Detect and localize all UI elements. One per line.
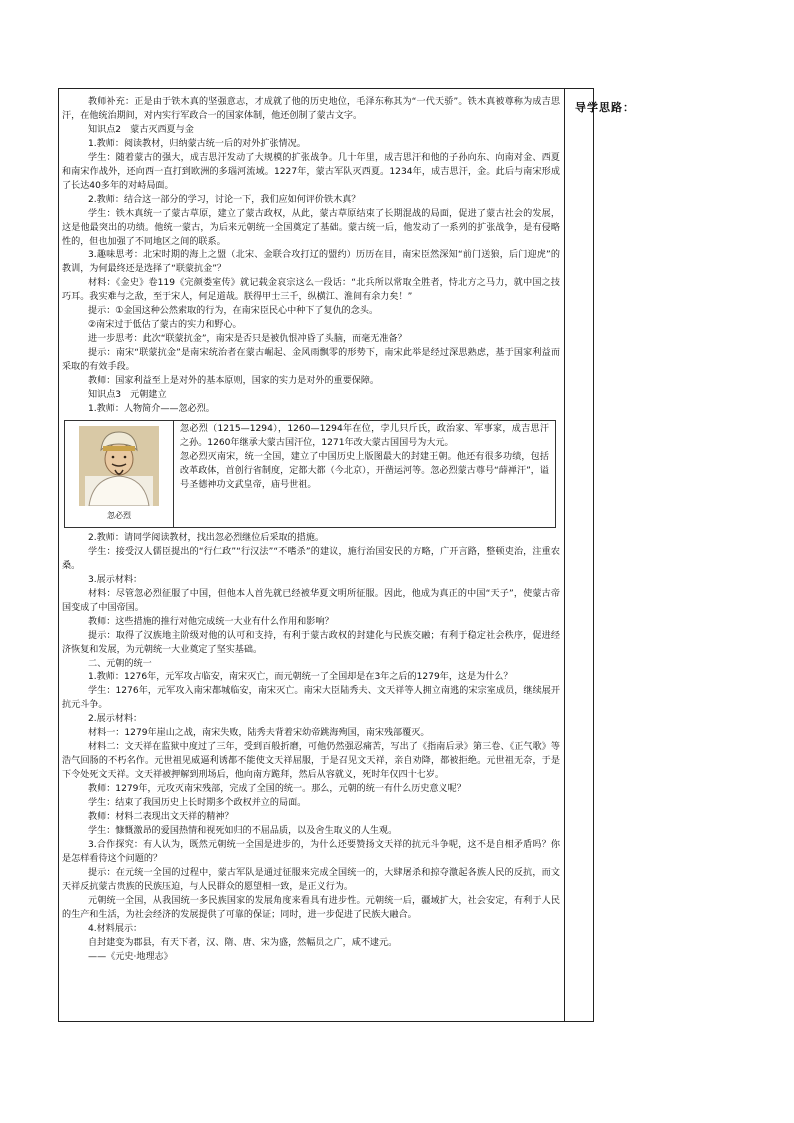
lesson-paragraph: 材料一：1279年崖山之战，南宋失败，陆秀夫背着宋幼帝跳海殉国，南宋残部覆灭。 bbox=[88, 728, 430, 739]
lesson-paragraph: 教师：这些措施的推行对他完成统一大业有什么作用和影响？ bbox=[88, 616, 334, 627]
lesson-paragraph: 学生：1276年，元军攻入南宋都城临安，南宋灭亡。南宋大臣陆秀夫、文天祥等人拥立南逃的宋宗室成员，继续展开抗元斗争。 bbox=[62, 686, 560, 711]
lesson-paragraph: 提示：在元统一全国的过程中，蒙古军队是通过征服来完成全国统一的，大肆屠杀和掠夺激起各族人民的反抗，而文天祥反抗蒙古贵族的民族压迫，与人民群众的愿望相一致，是正义行为。 bbox=[62, 867, 560, 892]
lesson-paragraph: 学生：铁木真统一了蒙古草原，建立了蒙古政权，从此，蒙古草原结束了长期混战的局面，促进了蒙古社会的发展，这是他最突出的功绩。他统一蒙古，为后来元朝统一全国奠定了基础。蒙古统一后，他发动了一系列的扩张战争，是有侵略性的，但也加强了不同地区之间的联系。 bbox=[62, 208, 560, 247]
kublai-portrait bbox=[65, 421, 174, 527]
lesson-paragraph: 二、元朝的统一 bbox=[88, 658, 152, 669]
lesson-part-b bbox=[62, 532, 560, 951]
profile-line: 忽必烈灭南宋，统一全国，建立了中国历史上版图最大的封建王朝。他还有很多功绩，包括改革政体，首创行省制度，定都大都（今北京），开凿运河等。忽必烈蒙古尊号“薛禅汗”，谥号圣德神功文武皇帝，庙号世祖。 bbox=[180, 451, 549, 490]
portrait-image bbox=[79, 426, 159, 506]
lesson-paragraph: 教师：材料二表现出文天祥的精神？ bbox=[88, 811, 234, 822]
portrait-caption: 忽必烈 bbox=[107, 510, 131, 520]
lesson-paragraph: 学生：慷慨激昂的爱国热情和视死如归的不屈品质，以及舍生取义的人生观。 bbox=[88, 825, 398, 836]
lesson-paragraph: 知识点3 元朝建立 bbox=[88, 390, 167, 401]
lesson-paragraph: 1.教师：1276年，元军攻占临安，南宋灭亡，而元朝统一了全国却是在3年之后的1279年，这是为什么？ bbox=[88, 672, 513, 683]
lesson-paragraph: 2.教师：请同学阅读教材，找出忽必烈继位后采取的措施。 bbox=[88, 532, 325, 543]
lesson-paragraph: ②南宋过于低估了蒙古的实力和野心。 bbox=[88, 320, 242, 331]
lesson-paragraph: 3.合作探究：有人认为，既然元朝统一全国是进步的，为什么还要赞扬文天祥的抗元斗争呢，这不是自相矛盾吗？你是怎样看待这个问题的？ bbox=[62, 839, 560, 864]
kublai-profile-box bbox=[64, 420, 556, 528]
lesson-paragraph: 进一步思考：此次“联蒙抗金”，南宋是否只是被仇恨冲昏了头脑，而毫无准备？ bbox=[88, 334, 407, 345]
lesson-content bbox=[62, 96, 560, 964]
lesson-paragraph: 学生：结束了我国历史上长时期多个政权并立的局面。 bbox=[88, 798, 307, 809]
lesson-paragraph: 提示：南宋“联蒙抗金”是南宋统治者在蒙古崛起、金风雨飘零的形势下，南宋此举是经过深思熟虑，基于国家利益而采取的有效手段。 bbox=[62, 348, 560, 373]
lesson-paragraph: 学生：随着蒙古的强大，成吉思汗发动了大规模的扩张战争。几十年里，成吉思汗和他的子孙向东、向南对金、西夏和南宋作战外，还向西一直打到欧洲的多瑙河流域。1227年，蒙古军队灭西夏。1234年，成吉思汗，金。此后与南宋形成了长达40多年的对峙局面。 bbox=[62, 152, 560, 191]
lesson-paragraph: 4.材料展示： bbox=[88, 923, 143, 934]
lesson-paragraph: 1.教师：阅读教材，归纳蒙古统一后的对外扩张情况。 bbox=[88, 138, 306, 149]
lesson-paragraph: 知识点2 蒙古灭西夏与金 bbox=[88, 124, 194, 135]
lesson-paragraph: 教师补充：正是由于铁木真的坚强意志，才成就了他的历史地位，毛泽东称其为“一代天骄”。铁木真被尊称为成吉思汗，在他统治期间，对内实行军政合一的国家体制，他还创制了蒙古文字。 bbox=[62, 97, 560, 121]
lesson-paragraph: 1.教师：人物简介——忽必烈。 bbox=[88, 403, 215, 414]
lesson-paragraph: 材料：《金史》卷119《完颜娄室传》就记载金哀宗这么一段话：“北兵所以常取全胜者，恃北方之马力，就中国之技巧耳。我实难与之敌，至于宋人，何足道哉。朕得甲士三千，纵横江、淮间有余力矣！” bbox=[62, 278, 560, 303]
lesson-paragraph: 教师：1279年，元攻灭南宋残部，完成了全国的统一。那么，元朝的统一有什么历史意义呢？ bbox=[88, 784, 466, 795]
column-divider bbox=[564, 88, 565, 1022]
lesson-paragraph: 材料二：文天祥在监狱中度过了三年，受到百般折磨，可他仍然强忍痛苦，写出了《指南后录》第三卷、《正气歌》等浩气回肠的不朽名作。元世祖见威逼利诱都不能使文天祥屈服，于是召见文天祥，亲自劝降，都被拒绝。元世祖无奈，于是下令处死文天祥。文天祥被押解到刑场后，他向南方跪拜，然后从容就义，死时年仅四十七岁。 bbox=[62, 742, 560, 781]
lesson-paragraph: 提示：①金国这种公然索取的行为，在南宋臣民心中种下了复仇的念头。 bbox=[88, 306, 379, 317]
lesson-paragraph: 元朝统一全国，从我国统一多民族国家的发展角度来看具有进步性。元朝统一后，疆域扩大，社会安定，有利于人民的生产和生活，为社会经济的发展提供了可靠的保证；同时，进一步促进了民族大融合。 bbox=[62, 895, 560, 920]
lesson-paragraph: 材料：尽管忽必烈征服了中国，但他本人首先就已经被华夏文明所征服。因此，他成为真正的中国“天子”，使蒙古帝国变成了中国帝国。 bbox=[62, 588, 560, 613]
lesson-paragraph: 3.趣味思考：北宋时期的海上之盟（北宋、金联合攻打辽的盟约）历历在目，南宋臣然深知“前门送狼，后门迎虎”的教训，为何最终还是选择了“联蒙抗金”？ bbox=[62, 250, 560, 275]
lesson-paragraph: 提示：取得了汉族地主阶级对他的认可和支持，有利于蒙古政权的封建化与民族交融；有利于稳定社会秩序，促进经济恢复和发展，为元朝统一大业奠定了坚实基础。 bbox=[62, 630, 560, 655]
lesson-paragraph: 自封建变为郡县，有天下者，汉、隋、唐、宋为盛，然幅员之广，咸不逮元。 bbox=[88, 937, 398, 948]
lesson-paragraph: 2.教师：结合这一部分的学习，讨论一下，我们应如何评价铁木真？ bbox=[88, 194, 361, 205]
lesson-paragraph: 2.展示材料： bbox=[88, 714, 143, 725]
profile-line: 忽必烈（1215—1294），1260—1294年在位，孛儿只斤氏，政治家、军事家，成吉思汗之孙。1260年继承大蒙古国汗位，1271年改大蒙古国国号为大元。 bbox=[180, 423, 549, 448]
lesson-paragraph: 3.展示材料： bbox=[88, 574, 143, 585]
guide-notes-heading: 导学思路： bbox=[575, 101, 635, 114]
source-citation: ——《元史·地理志》 bbox=[88, 951, 173, 962]
lesson-paragraph: 学生：接受汉人儒臣提出的“行仁政”“行汉法”“不嗜杀”的建议，施行治国安民的方略，广开言路，整顿吏治，注重农桑。 bbox=[62, 546, 560, 571]
lesson-part-a bbox=[62, 96, 560, 417]
kublai-profile-text bbox=[174, 421, 555, 527]
lesson-paragraph: 教师：国家利益至上是对外的基本原则，国家的实力是对外的重要保障。 bbox=[88, 376, 380, 387]
